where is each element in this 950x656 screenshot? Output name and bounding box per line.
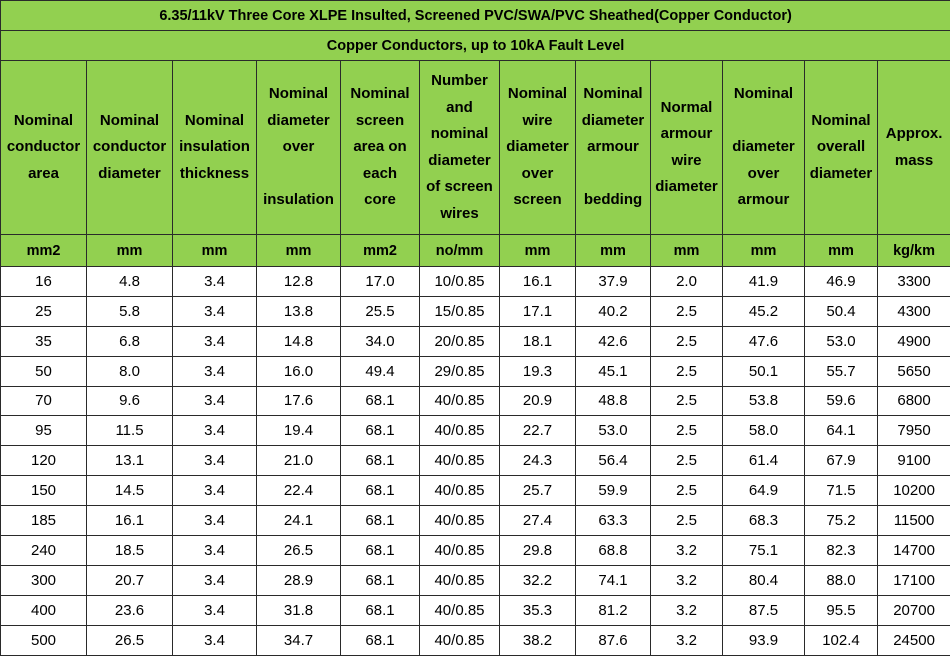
table-cell: 35 — [1, 326, 87, 356]
table-cell: 29/0.85 — [420, 356, 500, 386]
table-cell: 3.2 — [651, 536, 723, 566]
table-cell: 15/0.85 — [420, 296, 500, 326]
column-header: Nominal insulation thickness — [173, 60, 257, 235]
table-cell: 95.5 — [805, 595, 878, 625]
table-cell: 11500 — [878, 506, 950, 536]
table-cell: 4.8 — [87, 266, 173, 296]
table-cell: 55.7 — [805, 356, 878, 386]
table-cell: 25.5 — [341, 296, 420, 326]
table-row — [1, 476, 950, 506]
table-cell: 31.8 — [257, 595, 341, 625]
table-cell: 3.4 — [173, 536, 257, 566]
unit-cell: mm — [651, 235, 723, 266]
table-cell: 3.4 — [173, 266, 257, 296]
table-cell: 7950 — [878, 416, 950, 446]
table-cell: 2.5 — [651, 356, 723, 386]
table-row — [1, 506, 950, 536]
table-cell: 16.1 — [87, 506, 173, 536]
table-row — [1, 446, 950, 476]
table-cell: 48.8 — [576, 386, 651, 416]
table-cell: 40/0.85 — [420, 446, 500, 476]
table-cell: 53.0 — [805, 326, 878, 356]
table-cell: 61.4 — [723, 446, 805, 476]
table-cell: 3.4 — [173, 506, 257, 536]
unit-cell: mm — [87, 235, 173, 266]
table-cell: 2.5 — [651, 476, 723, 506]
table-cell: 3.4 — [173, 566, 257, 596]
table-cell: 24500 — [878, 625, 950, 655]
table-cell: 59.6 — [805, 386, 878, 416]
table-cell: 34.0 — [341, 326, 420, 356]
table-cell: 74.1 — [576, 566, 651, 596]
table-cell: 2.5 — [651, 416, 723, 446]
table-cell: 16.0 — [257, 356, 341, 386]
table-cell: 64.9 — [723, 476, 805, 506]
table-cell: 45.2 — [723, 296, 805, 326]
table-cell: 10200 — [878, 476, 950, 506]
table-row — [1, 566, 950, 596]
table-cell: 3.2 — [651, 566, 723, 596]
table-row — [1, 536, 950, 566]
table-cell: 71.5 — [805, 476, 878, 506]
table-cell: 68.3 — [723, 506, 805, 536]
table-cell: 17100 — [878, 566, 950, 596]
table-cell: 38.2 — [500, 625, 576, 655]
table-cell: 11.5 — [87, 416, 173, 446]
table-cell: 18.1 — [500, 326, 576, 356]
table-cell: 8.0 — [87, 356, 173, 386]
column-header: Nominal diameter over insulation — [257, 60, 341, 235]
table-cell: 35.3 — [500, 595, 576, 625]
table-cell: 3.4 — [173, 446, 257, 476]
table-cell: 24.3 — [500, 446, 576, 476]
unit-cell: mm — [500, 235, 576, 266]
table-cell: 20/0.85 — [420, 326, 500, 356]
table-cell: 82.3 — [805, 536, 878, 566]
table-row — [1, 386, 950, 416]
table-cell: 3.4 — [173, 296, 257, 326]
table-cell: 20700 — [878, 595, 950, 625]
table-cell: 3.2 — [651, 625, 723, 655]
table-cell: 14700 — [878, 536, 950, 566]
table-cell: 14.5 — [87, 476, 173, 506]
table-cell: 22.7 — [500, 416, 576, 446]
table-cell: 68.1 — [341, 536, 420, 566]
table-cell: 87.5 — [723, 595, 805, 625]
unit-cell: kg/km — [878, 235, 950, 266]
table-cell: 10/0.85 — [420, 266, 500, 296]
table-cell: 45.1 — [576, 356, 651, 386]
table-cell: 4300 — [878, 296, 950, 326]
column-header-row — [1, 60, 950, 235]
table-cell: 3.4 — [173, 326, 257, 356]
table-cell: 80.4 — [723, 566, 805, 596]
table-cell: 28.9 — [257, 566, 341, 596]
table-cell: 3.4 — [173, 595, 257, 625]
table-cell: 2.5 — [651, 326, 723, 356]
table-cell: 68.1 — [341, 476, 420, 506]
table-cell: 40/0.85 — [420, 625, 500, 655]
table-cell: 13.1 — [87, 446, 173, 476]
table-row — [1, 416, 950, 446]
table-cell: 41.9 — [723, 266, 805, 296]
table-cell: 49.4 — [341, 356, 420, 386]
table-cell: 23.6 — [87, 595, 173, 625]
column-header: Nominal overall diameter — [805, 60, 878, 235]
table-cell: 42.6 — [576, 326, 651, 356]
table-cell: 3.4 — [173, 356, 257, 386]
table-cell: 150 — [1, 476, 87, 506]
table-cell: 29.8 — [500, 536, 576, 566]
table-cell: 22.4 — [257, 476, 341, 506]
table-cell: 2.5 — [651, 446, 723, 476]
table-cell: 68.1 — [341, 416, 420, 446]
table-cell: 68.8 — [576, 536, 651, 566]
table-cell: 68.1 — [341, 386, 420, 416]
table-cell: 58.0 — [723, 416, 805, 446]
unit-cell: mm — [173, 235, 257, 266]
table-cell: 14.8 — [257, 326, 341, 356]
table-cell: 56.4 — [576, 446, 651, 476]
unit-cell: mm2 — [1, 235, 87, 266]
table-cell: 64.1 — [805, 416, 878, 446]
unit-cell: mm2 — [341, 235, 420, 266]
table-cell: 63.3 — [576, 506, 651, 536]
table-cell: 68.1 — [341, 566, 420, 596]
table-cell: 68.1 — [341, 625, 420, 655]
table-cell: 2.0 — [651, 266, 723, 296]
table-cell: 81.2 — [576, 595, 651, 625]
table-cell: 18.5 — [87, 536, 173, 566]
column-header: Normal armour wire diameter — [651, 60, 723, 235]
table-cell: 120 — [1, 446, 87, 476]
table-cell: 40.2 — [576, 296, 651, 326]
table-cell: 19.4 — [257, 416, 341, 446]
table-cell: 240 — [1, 536, 87, 566]
table-cell: 70 — [1, 386, 87, 416]
table-cell: 300 — [1, 566, 87, 596]
column-header: Nominal wire diameter over screen — [500, 60, 576, 235]
table-cell: 21.0 — [257, 446, 341, 476]
unit-cell: mm — [576, 235, 651, 266]
table-cell: 3.4 — [173, 386, 257, 416]
unit-cell: no/mm — [420, 235, 500, 266]
table-cell: 16.1 — [500, 266, 576, 296]
table-cell: 17.0 — [341, 266, 420, 296]
table-cell: 53.8 — [723, 386, 805, 416]
table-cell: 17.6 — [257, 386, 341, 416]
table-cell: 67.9 — [805, 446, 878, 476]
table-cell: 68.1 — [341, 595, 420, 625]
column-header: Approx. mass — [878, 60, 950, 235]
table-cell: 75.2 — [805, 506, 878, 536]
table-cell: 16 — [1, 266, 87, 296]
table-cell: 24.1 — [257, 506, 341, 536]
table-cell: 47.6 — [723, 326, 805, 356]
table-cell: 3.4 — [173, 416, 257, 446]
subtitle-row — [1, 31, 950, 60]
table-cell: 26.5 — [257, 536, 341, 566]
table-cell: 26.5 — [87, 625, 173, 655]
table-cell: 40/0.85 — [420, 416, 500, 446]
table-cell: 2.5 — [651, 386, 723, 416]
table-cell: 185 — [1, 506, 87, 536]
table-cell: 5650 — [878, 356, 950, 386]
table-cell: 88.0 — [805, 566, 878, 596]
table-row — [1, 625, 950, 655]
table-cell: 3.4 — [173, 476, 257, 506]
table-cell: 53.0 — [576, 416, 651, 446]
table-cell: 40/0.85 — [420, 595, 500, 625]
table-cell: 3300 — [878, 266, 950, 296]
table-subtitle: Copper Conductors, up to 10kA Fault Level — [1, 31, 950, 60]
table-cell: 34.7 — [257, 625, 341, 655]
table-cell: 25 — [1, 296, 87, 326]
table-cell: 50.4 — [805, 296, 878, 326]
table-cell: 40/0.85 — [420, 506, 500, 536]
unit-row — [1, 235, 950, 266]
table-cell: 102.4 — [805, 625, 878, 655]
table-cell: 13.8 — [257, 296, 341, 326]
table-cell: 6.8 — [87, 326, 173, 356]
table-cell: 9100 — [878, 446, 950, 476]
table-cell: 3.2 — [651, 595, 723, 625]
table-cell: 25.7 — [500, 476, 576, 506]
table-cell: 40/0.85 — [420, 566, 500, 596]
table-row — [1, 266, 950, 296]
table-cell: 37.9 — [576, 266, 651, 296]
table-cell: 32.2 — [500, 566, 576, 596]
table-cell: 17.1 — [500, 296, 576, 326]
table-cell: 50.1 — [723, 356, 805, 386]
table-cell: 75.1 — [723, 536, 805, 566]
table-cell: 50 — [1, 356, 87, 386]
table-cell: 500 — [1, 625, 87, 655]
unit-cell: mm — [257, 235, 341, 266]
table-cell: 4900 — [878, 326, 950, 356]
table-cell: 2.5 — [651, 296, 723, 326]
column-header: Nominal diameter armour bedding — [576, 60, 651, 235]
table-cell: 95 — [1, 416, 87, 446]
table-cell: 59.9 — [576, 476, 651, 506]
column-header: Number and nominal diameter of screen wires — [420, 60, 500, 235]
table-cell: 40/0.85 — [420, 386, 500, 416]
table-cell: 20.9 — [500, 386, 576, 416]
table-cell: 20.7 — [87, 566, 173, 596]
table-cell: 68.1 — [341, 446, 420, 476]
table-cell: 400 — [1, 595, 87, 625]
table-title: 6.35/11kV Three Core XLPE Insulted, Screened PVC/SWA/PVC Sheathed(Copper Conductor) — [1, 1, 950, 31]
table-cell: 68.1 — [341, 506, 420, 536]
table-row — [1, 296, 950, 326]
unit-cell: mm — [805, 235, 878, 266]
table-cell: 19.3 — [500, 356, 576, 386]
table-cell: 46.9 — [805, 266, 878, 296]
table-row — [1, 326, 950, 356]
title-row — [1, 1, 950, 31]
column-header: Nominal screen area on each core — [341, 60, 420, 235]
table-cell: 40/0.85 — [420, 536, 500, 566]
table-cell: 93.9 — [723, 625, 805, 655]
column-header: Nominal diameter over armour — [723, 60, 805, 235]
table-cell: 3.4 — [173, 625, 257, 655]
table-row — [1, 595, 950, 625]
table-cell: 6800 — [878, 386, 950, 416]
table-cell: 9.6 — [87, 386, 173, 416]
table-cell: 12.8 — [257, 266, 341, 296]
column-header: Nominal conductor diameter — [87, 60, 173, 235]
unit-cell: mm — [723, 235, 805, 266]
table-row — [1, 356, 950, 386]
column-header: Nominal conductor area — [1, 60, 87, 235]
table-cell: 40/0.85 — [420, 476, 500, 506]
table-cell: 27.4 — [500, 506, 576, 536]
table-cell: 5.8 — [87, 296, 173, 326]
table-cell: 87.6 — [576, 625, 651, 655]
table-cell: 2.5 — [651, 506, 723, 536]
